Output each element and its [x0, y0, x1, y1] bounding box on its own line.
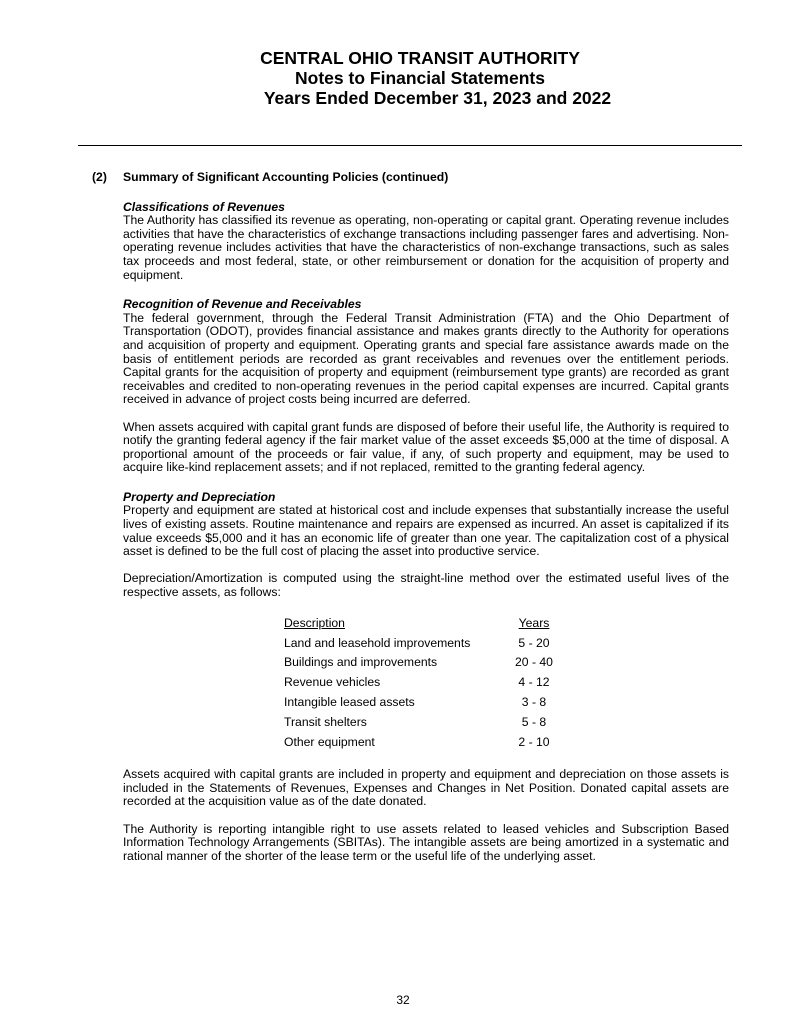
table-row	[284, 732, 555, 752]
document-title: Notes to Financial Statements	[295, 68, 545, 88]
asset-description: Other equipment	[284, 734, 375, 749]
recognition-paragraph-2: When assets acquired with capital grant funds are disposed of before their useful life, the Authority is required to notify the granting federal agency if the fair market value of the asset exceeds $5,000 at the time of disposal. A proportional amount of the proceeds or fair value, if any, of such property and equipment, may be used to acquire like-kind replacement assets; and if not replaced, remitted to the granting federal agency.	[123, 419, 729, 475]
table-row	[284, 633, 555, 653]
recognition-heading: Recognition of Revenue and Receivables	[123, 297, 362, 312]
asset-description: Transit shelters	[284, 714, 367, 729]
intangible-assets-paragraph: The Authority is reporting intangible right to use assets related to leased vehicles and Subscription Based Information Technology Arrangements (SBITAs). The intangible assets are being amortized in a systematic and rational manner of the shorter of the lease term or the useful life of the underlying asset.	[123, 821, 729, 863]
asset-years: 3 - 8	[521, 694, 547, 709]
page-number: 32	[396, 993, 410, 1007]
organization-name: CENTRAL OHIO TRANSIT AUTHORITY	[260, 48, 580, 68]
asset-years: 5 - 8	[521, 714, 547, 729]
recognition-paragraph-1: The federal government, through the Federal Transit Administration (FTA) and the Ohio Department of Transportation (ODOT), provides financial assistance and makes grants directly to the Authority for operations and acquisition of property and equipment. Operating grants and special fare assistance awards made on the basis of entitlement periods are recorded as grant receivables and revenues over the entitlement periods. Capital grants for the acquisition of property and equipment (reimbursement type grants) are recorded as grant receivables and credited to non-operating revenues in the period capital expenses are incurred. Capital grants received in advance of project costs being incurred are deferred.	[123, 310, 729, 407]
asset-description: Buildings and improvements	[284, 655, 438, 670]
capital-grants-paragraph: Assets acquired with capital grants are included in property and equipment and depreciation on those assets is included in the Statements of Revenues, Expenses and Changes in Net Position. Donated capital assets are recorded at the acquisition value as of the date donated.	[123, 767, 729, 809]
useful-lives-table	[284, 614, 555, 753]
property-paragraph-1: Property and equipment are stated at historical cost and include expenses that substantially increase the useful lives of existing assets. Routine maintenance and repairs are expensed as incurred. An asset is capitalized if its value exceeds $5,000 and it has an economic life of greater than one year. The capitalization cost of a physical asset is defined to be the full cost of placing the asset into productive service.	[123, 503, 729, 559]
asset-years: 2 - 10	[518, 734, 550, 749]
asset-years: 20 - 40	[515, 655, 553, 670]
column-header-description: Description	[284, 615, 345, 630]
note-section	[92, 171, 742, 863]
table-row	[284, 673, 555, 693]
header-divider	[78, 145, 742, 146]
asset-description: Land and leasehold improvements	[284, 635, 471, 650]
property-heading: Property and Depreciation	[123, 489, 276, 504]
document-header	[0, 48, 800, 108]
depreciation-paragraph: Depreciation/Amortization is computed using the straight-line method over the estimated useful lives of the respective assets, as follows:	[123, 571, 729, 600]
classifications-heading: Classifications of Revenues	[123, 199, 285, 214]
section-title: Summary of Significant Accounting Policies (continued)	[123, 170, 449, 184]
asset-years: 5 - 20	[518, 635, 550, 650]
column-header-years: Years	[518, 615, 550, 630]
table-header-row	[284, 614, 555, 634]
table-row	[284, 653, 555, 673]
table-row	[284, 693, 555, 713]
table-row	[284, 713, 555, 733]
section-number: (2)	[92, 170, 107, 184]
section-heading	[92, 171, 742, 185]
classifications-paragraph: The Authority has classified its revenue as operating, non-operating or capital grant. Operating revenue includes activities that have the characteristics of exchange transactions including passenger fares and advertising. Non-operating revenue includes activities that have the characteristics of non-exchange transactions, such as sales tax proceeds and most federal, state, or other reimbursement or donation for the acquisition of property and equipment.	[123, 213, 729, 282]
asset-description: Revenue vehicles	[284, 675, 381, 690]
document-period: Years Ended December 31, 2023 and 2022	[263, 88, 612, 108]
asset-years: 4 - 12	[518, 675, 550, 690]
asset-description: Intangible leased assets	[284, 694, 415, 709]
